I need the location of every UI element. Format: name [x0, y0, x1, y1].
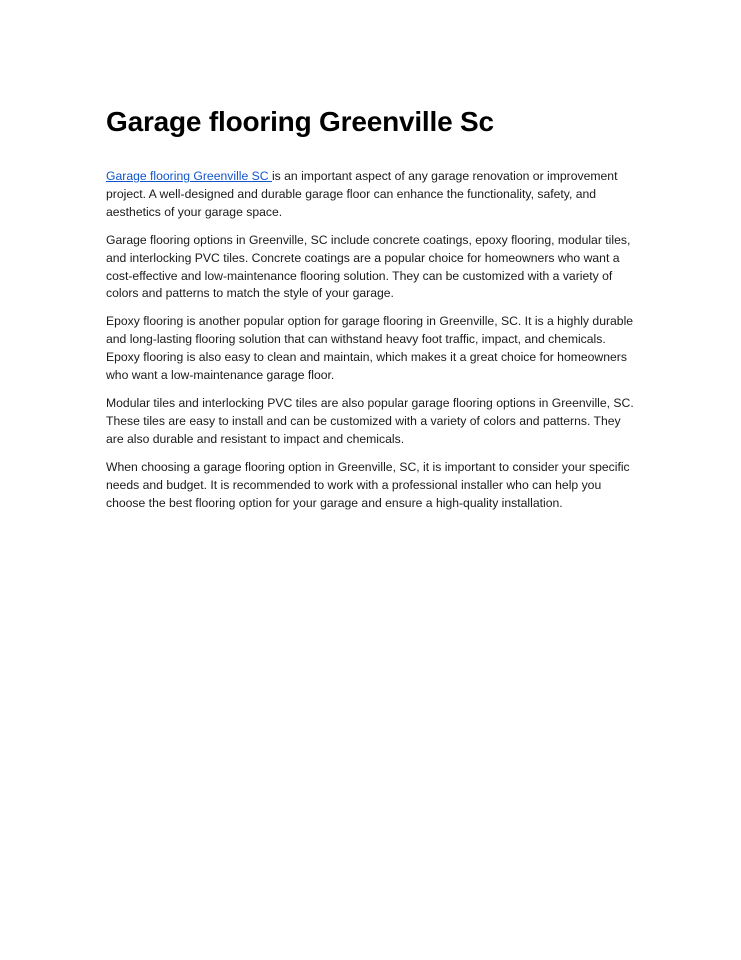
paragraph-choosing: When choosing a garage flooring option in Greenville, SC, it is important to consider your specific needs and budget. It is recommended to work with a professional installer who can help you choose the best flooring option for your garage and ensure a high-quality installation. — [106, 459, 630, 510]
garage-flooring-link[interactable]: Garage flooring Greenville SC — [106, 169, 272, 183]
document-content — [106, 104, 634, 522]
paragraph-modular-tiles: Modular tiles and interlocking PVC tiles are also popular garage flooring options in Greenville, SC. These tiles are easy to install and can be customized with a variety of colors and patterns. They are also durable and resistant to impact and chemicals. — [106, 395, 634, 446]
intro-paragraph — [106, 168, 634, 222]
intro-text: is an important aspect of any garage renovation or improvement project. A well-designed and durable garage floor can enhance the functionality, safety, and aesthetics of your garage space. — [106, 169, 618, 219]
paragraph-epoxy: Epoxy flooring is another popular option for garage flooring in Greenville, SC. It is a highly durable and long-lasting flooring solution that can withstand heavy foot traffic, impact, and chemicals. Epoxy flooring is also easy to clean and maintain, which makes it a great choice for homeowners who want a low-maintenance garage floor. — [106, 314, 634, 383]
page-title: Garage flooring Greenville Sc — [106, 106, 494, 137]
paragraph-options: Garage flooring options in Greenville, SC include concrete coatings, epoxy flooring, modular tiles, and interlocking PVC tiles. Concrete coatings are a popular choice for homeowners who want a cost-effective and low-maintenance flooring solution. They can be customized with a variety of colors and patterns to match the style of your garage. — [106, 232, 631, 301]
body-text — [106, 168, 634, 512]
